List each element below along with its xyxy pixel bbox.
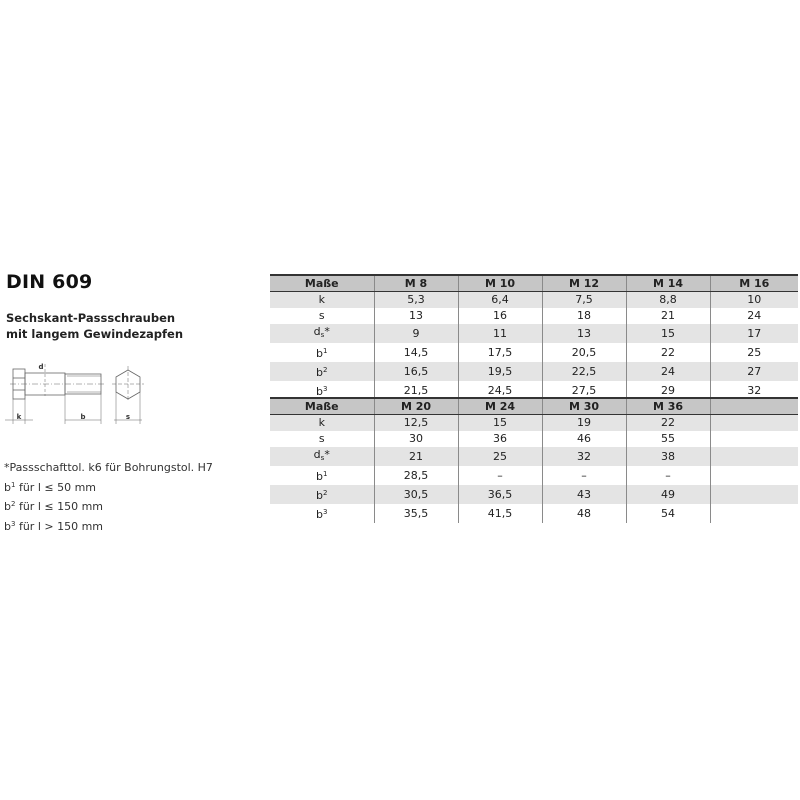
table-cell: 19,5 [458, 362, 542, 381]
header-cell: Maße [270, 275, 374, 292]
table-cell: 36,5 [458, 485, 542, 504]
page-title: DIN 609 [6, 271, 93, 293]
table-cell: 20,5 [542, 343, 626, 362]
table-row-b1 [270, 343, 798, 362]
table-cell: 15 [458, 415, 542, 432]
table-cell: 17,5 [458, 343, 542, 362]
table-cell: 15 [626, 324, 710, 343]
table-row-k [270, 415, 798, 432]
table-row-b1 [270, 466, 798, 485]
table-cell: 12,5 [374, 415, 458, 432]
table-cell: 27,5 [542, 381, 626, 400]
table-cell: 25 [458, 447, 542, 466]
table-cell: – [626, 466, 710, 485]
table-cell: 13 [374, 308, 458, 324]
table-header-row [270, 398, 798, 415]
table-cell: 21 [626, 308, 710, 324]
table-cell [710, 485, 798, 504]
header-cell: M 16 [710, 275, 798, 292]
header-cell: M 20 [374, 398, 458, 415]
product-subtitle [6, 310, 183, 342]
table-cell: – [542, 466, 626, 485]
table-cell: 41,5 [458, 504, 542, 523]
header-cell: M 10 [458, 275, 542, 292]
table-cell: 11 [458, 324, 542, 343]
table-cell: 13 [542, 324, 626, 343]
table-cell: 17 [710, 324, 798, 343]
row-label: s [270, 431, 374, 447]
table-cell: 16 [458, 308, 542, 324]
bolt-technical-drawing [2, 362, 147, 427]
dim-label-s: s [125, 413, 131, 421]
table-cell: 9 [374, 324, 458, 343]
table-row-b2 [270, 362, 798, 381]
footnotes [4, 460, 213, 535]
table-cell: 25 [710, 343, 798, 362]
table-row-b2 [270, 485, 798, 504]
table-cell [710, 466, 798, 485]
table-cell: 24,5 [458, 381, 542, 400]
table-cell: 21 [374, 447, 458, 466]
table-cell [710, 504, 798, 523]
table-cell: 43 [542, 485, 626, 504]
table-cell: 48 [542, 504, 626, 523]
row-label: $b^1$ [270, 343, 374, 362]
table-row-b3 [270, 504, 798, 523]
table-cell: 32 [542, 447, 626, 466]
table-cell: 30,5 [374, 485, 458, 504]
row-label: k [270, 292, 374, 309]
dim-label-b: b [80, 413, 86, 421]
header-cell: M 8 [374, 275, 458, 292]
dim-label-d: d [38, 363, 44, 371]
row-label: $d_s*$ [270, 324, 374, 343]
header-cell: M 30 [542, 398, 626, 415]
table-cell: 5,3 [374, 292, 458, 309]
row-label: $b^2$ [270, 485, 374, 504]
row-label: $b^3$ [270, 504, 374, 523]
row-label: k [270, 415, 374, 432]
note-tolerance: *Passschafttol. k6 für Bohrungstol. H7 [4, 461, 213, 474]
table-cell: 28,5 [374, 466, 458, 485]
table-cell: 18 [542, 308, 626, 324]
table-cell: 19 [542, 415, 626, 432]
header-cell: M 24 [458, 398, 542, 415]
header-cell [710, 398, 798, 415]
table-cell: 24 [626, 362, 710, 381]
table-cell: 16,5 [374, 362, 458, 381]
row-label: $b^3$ [270, 381, 374, 400]
header-cell: M 12 [542, 275, 626, 292]
table-row-s [270, 308, 798, 324]
note-b3: $b^3$ für l > 150 mm [4, 519, 104, 533]
table-cell: 22 [626, 415, 710, 432]
dim-label-k: k [16, 413, 22, 421]
table-header-row [270, 275, 798, 292]
row-label: $b^1$ [270, 466, 374, 485]
table-cell: 21,5 [374, 381, 458, 400]
table-cell: 29 [626, 381, 710, 400]
table-cell: 49 [626, 485, 710, 504]
table-cell: 27 [710, 362, 798, 381]
note-b2: $b^2$ für l ≤ 150 mm [4, 500, 104, 513]
table-cell: 46 [542, 431, 626, 447]
header-cell: M 36 [626, 398, 710, 415]
subtitle-line-1: Sechskant-Passschrauben [6, 311, 176, 325]
table-cell: 6,4 [458, 292, 542, 309]
dimension-table-m8-m16 [270, 274, 798, 400]
header-cell: M 14 [626, 275, 710, 292]
table-cell: 32 [710, 381, 798, 400]
subtitle-line-2: mit langem Gewindezapfen [6, 327, 184, 341]
table-cell: 30 [374, 431, 458, 447]
table-cell [710, 431, 798, 447]
header-cell: Maße [270, 398, 374, 415]
table-cell: 35,5 [374, 504, 458, 523]
table-row-ds [270, 324, 798, 343]
row-label: $d_s*$ [270, 447, 374, 466]
table-cell [710, 447, 798, 466]
table-cell: 10 [710, 292, 798, 309]
table-cell: 8,8 [626, 292, 710, 309]
row-label: s [270, 308, 374, 324]
table-cell: – [458, 466, 542, 485]
table-cell: 36 [458, 431, 542, 447]
table-cell: 54 [626, 504, 710, 523]
table-row-k [270, 292, 798, 309]
row-label: $b^2$ [270, 362, 374, 381]
table-cell: 22,5 [542, 362, 626, 381]
table-cell: 14,5 [374, 343, 458, 362]
table-cell: 22 [626, 343, 710, 362]
table-cell [710, 415, 798, 432]
note-b1: $b^1$ für l ≤ 50 mm [4, 480, 97, 494]
table-cell: 55 [626, 431, 710, 447]
dimension-table-m20-m36 [270, 397, 798, 523]
table-cell: 38 [626, 447, 710, 466]
table-row-ds [270, 447, 798, 466]
table-row-s [270, 431, 798, 447]
table-cell: 7,5 [542, 292, 626, 309]
table-cell: 24 [710, 308, 798, 324]
